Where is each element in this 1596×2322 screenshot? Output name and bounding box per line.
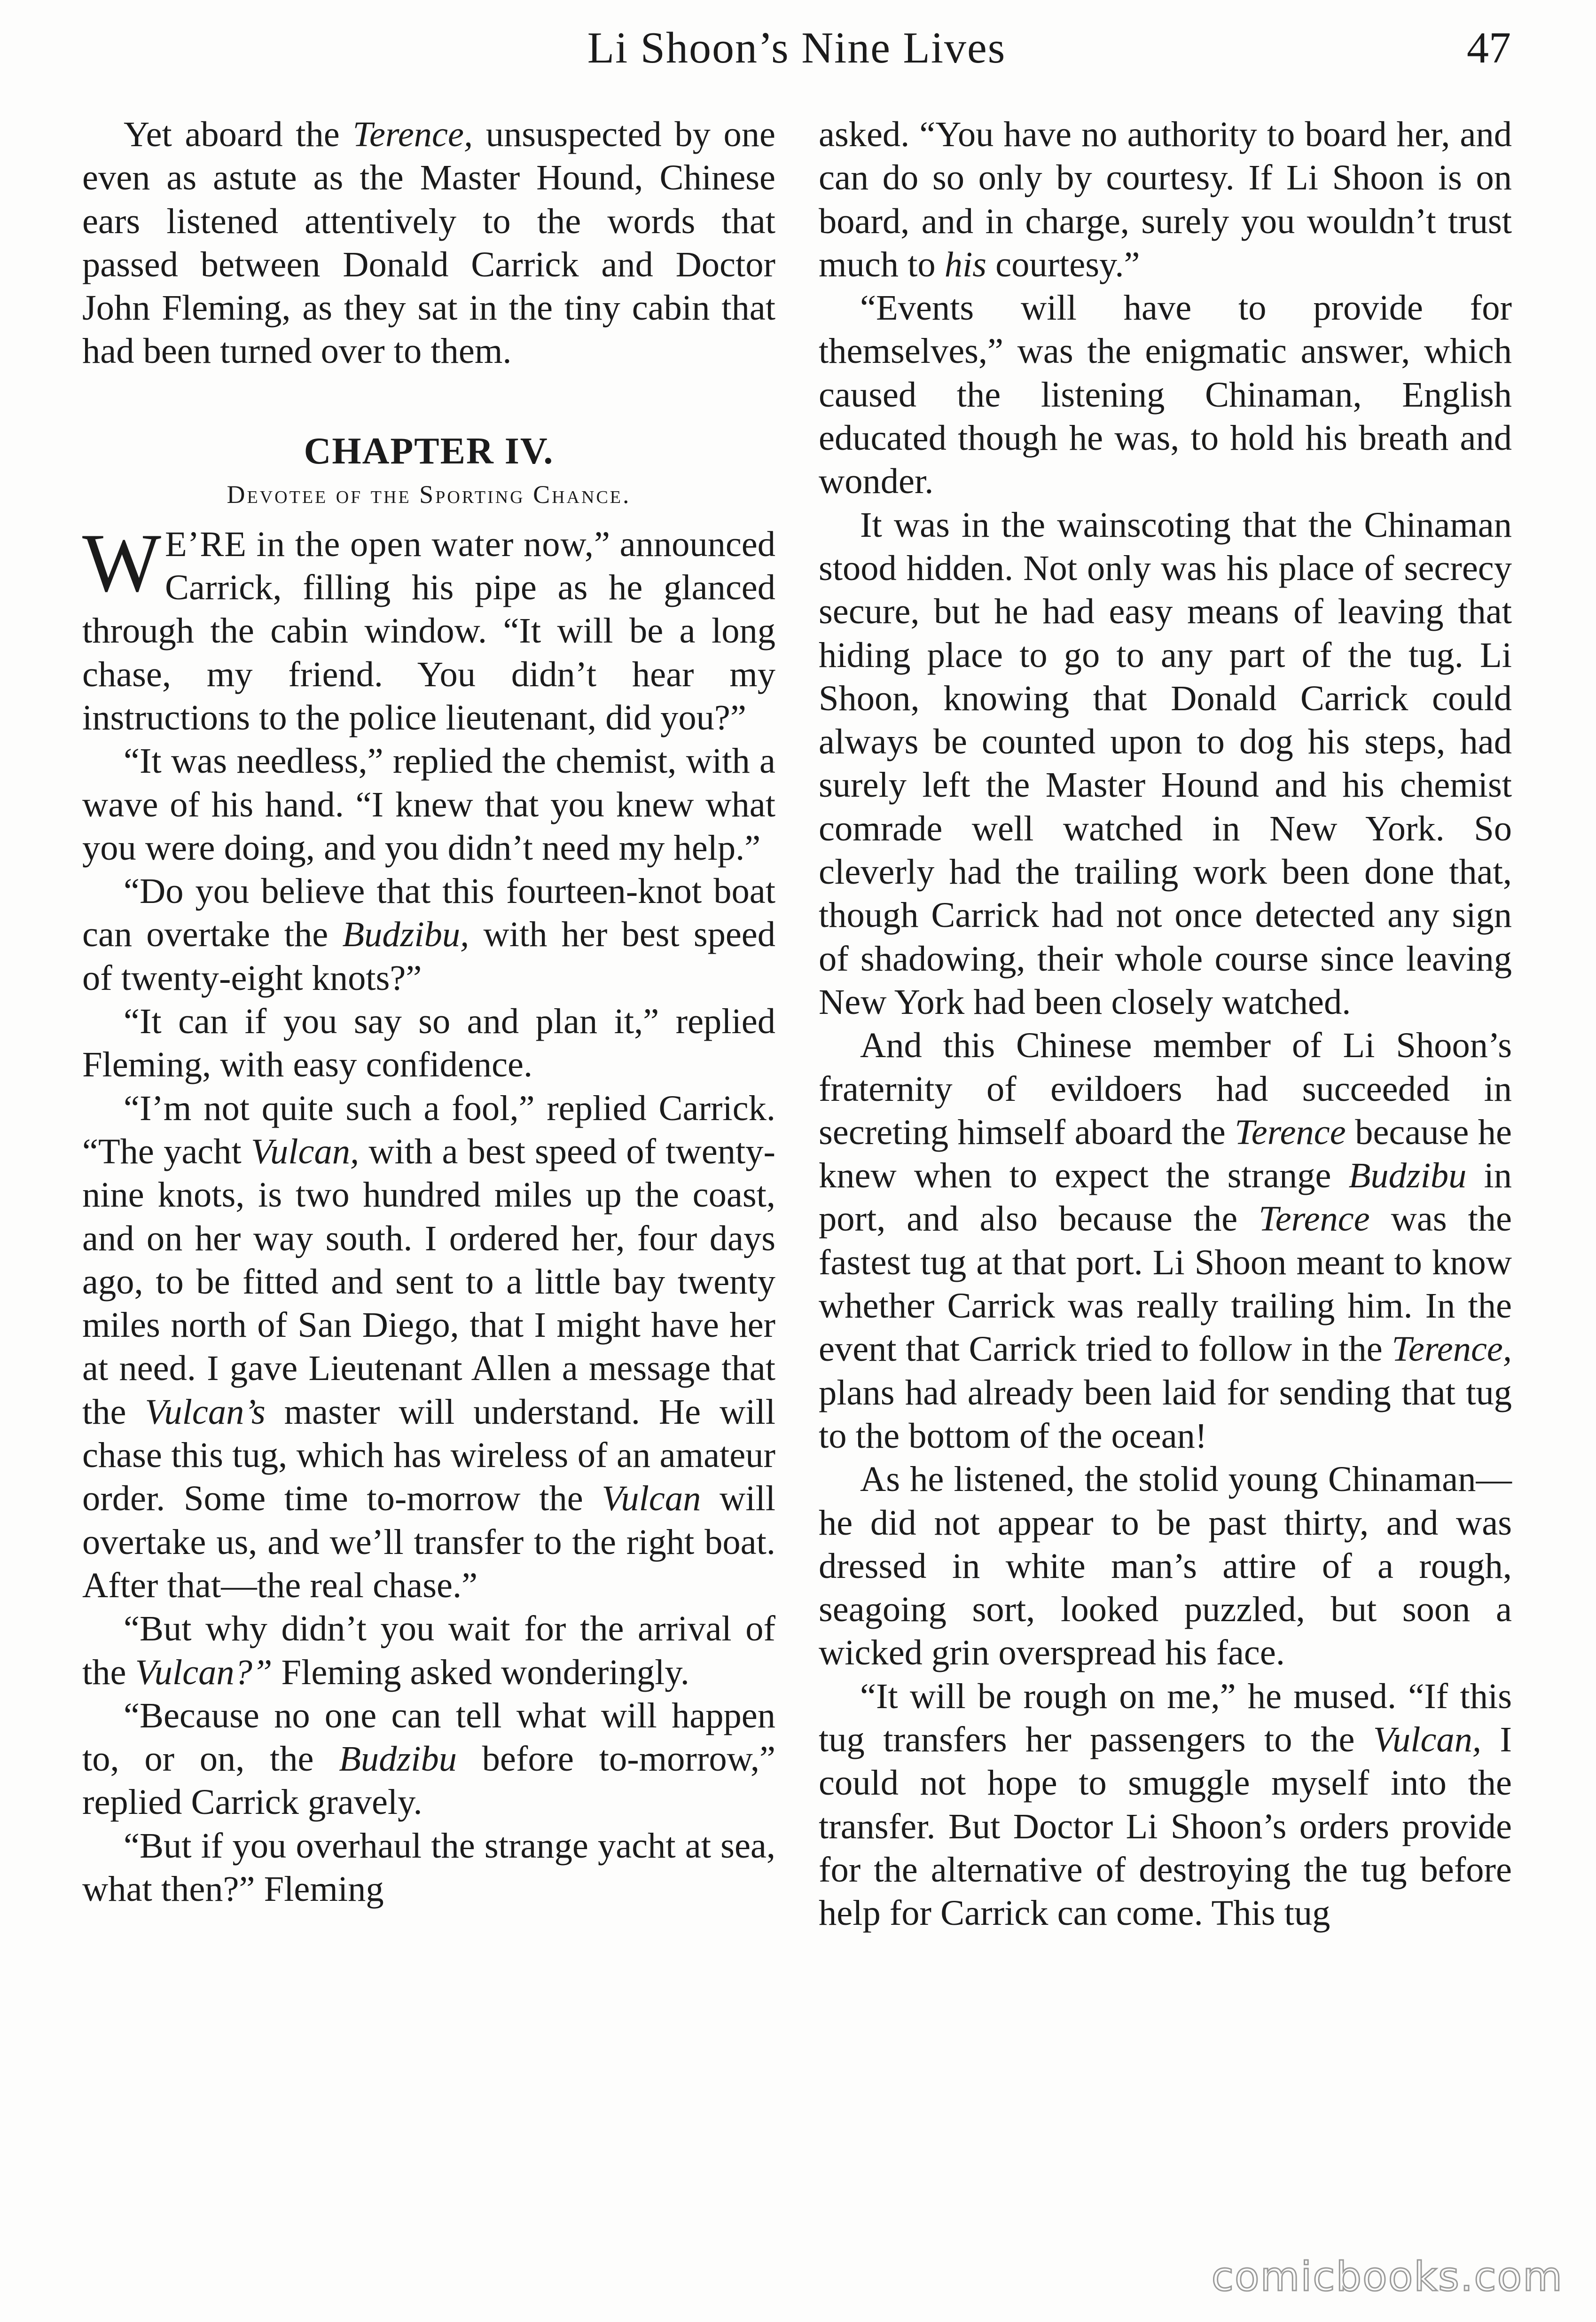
paragraph-continued: asked. “You have no authority to board her, and can do so only by courtesy. If Li Shoon is on board, and in charge, surely you wouldn’t trust much to his courtesy.” [819, 114, 1512, 284]
paragraph: “But if you overhaul the strange yacht at sea, what then?” Fleming [82, 1825, 775, 1909]
italic-text: Vulcan, [250, 1131, 360, 1171]
italic-text: Budzibu [339, 1739, 457, 1779]
italic-text: Terence, [352, 114, 473, 154]
italic-text: Budzibu [1348, 1155, 1467, 1196]
paragraph: “It was needless,” replied the chemist, with a wave of his hand. “I knew that you knew what you were doing, and you didn’t need my help.” [82, 741, 775, 868]
italic-text: Terence [1259, 1199, 1370, 1239]
italic-text: Terence, [1392, 1329, 1512, 1369]
page-header [82, 23, 1511, 84]
italic-text: Terence [1235, 1112, 1346, 1152]
running-title: Li Shoon’s Nine Lives [587, 24, 1006, 72]
right-column [819, 113, 1512, 1935]
paragraph: “It will be rough on me,” he mused. “If this tug transfers her passengers to the Vulcan, I could not hope to smuggle myself into the transfer. But Doctor Li Shoon’s orders provide for the alternative of destroying the tug before help for Carrick can come. This tug [819, 1676, 1512, 1933]
site-watermark: comicbooks.com [1211, 2253, 1563, 2300]
paragraph-with-dropcap [82, 516, 775, 739]
paragraph: “Do you believe that this fourteen-knot boat can overtake the Budzibu, with her best speed of twenty-eight knots?” [82, 871, 776, 998]
paragraph: Yet aboard the Terence, unsuspected by one even as astute as the Master Hound, Chinese ears listened attentively to the words that passed between Donald Carrick and Doctor John Fleming, as they sat in the tiny cabin that had been turned over to them. [82, 114, 775, 371]
paragraph: And this Chinese member of Li Shoon’s fraternity of evildoers had succeeded in secreting himself aboard the Terence because he knew when to expect the strange Budzibu in port, and also because the Terence was the fastest tug at that port. Li Shoon meant to know whether Carrick was really trailing him. In the event that Carrick tried to follow in the Terence, plans had already been laid for sending that tug to the bottom of the ocean! [819, 1025, 1512, 1456]
italic-text: Vulcan, [1373, 1719, 1482, 1759]
drop-cap-lead: E’RE in the open water now,” [165, 524, 610, 564]
paragraph: “I’m not quite such a fool,” replied Carrick. “The yacht Vulcan, with a best speed of twenty-nine knots, is two hundred miles up the coast, and on her way south. I ordered her, four days ago, to be fitted and sent to a little bay twenty miles north of San Diego, that I might have her at need. I gave Lieutenant Allen a message that the Vulcan’s master will understand. He will chase this tug, which has wireless of an amateur order. Some time to-morrow the Vulcan will overtake us, and we’ll transfer to the right boat. After that—the real chase.” [82, 1088, 776, 1605]
italic-text: Vulcan?” [135, 1652, 273, 1692]
italic-text: Vulcan’s [145, 1391, 266, 1432]
drop-cap: W [82, 516, 162, 609]
paragraph: As he listened, the stolid young Chinaman—he did not appear to be past thirty, and was dressed in white man’s attire of a rough, seagoing sort, looked puzzled, but soon a wicked grin overspread his face. [819, 1459, 1512, 1673]
italic-text: Vulcan [602, 1478, 701, 1519]
italic-text: his [944, 244, 986, 284]
page-number: 47 [1467, 24, 1511, 72]
paragraph-body: announced Carrick, filling his pipe as he glanced through the cabin window. “It will be a long chase, my friend. You didn’t hear my instructions to the police lieutenant, did you?” [82, 524, 775, 737]
chapter-heading: CHAPTER IV. [304, 430, 554, 472]
paragraph: “It can if you say so and plan it,” replied Fleming, with easy confidence. [82, 1001, 775, 1085]
italic-text: Budzibu, [342, 914, 469, 955]
paragraph: “But why didn’t you wait for the arrival of the Vulcan?” Fleming asked wonderingly. [82, 1608, 775, 1692]
chapter-subtitle: Devotee of the Sporting Chance. [227, 480, 631, 509]
left-column [82, 113, 775, 1911]
section-gap [82, 373, 775, 430]
paragraph: It was in the wainscoting that the Chinaman stood hidden. Not only was his place of secrecy secure, but he had easy means of leaving that hiding place to go to any part of the tug. Li Shoon, knowing that Donald Carrick could always be counted upon to dog his steps, had surely left the Master Hound and his chemist comrade well watched in New York. So cleverly had the trailing work been done that, though Carrick had not once detected any sign of shadowing, their whole course since leaving New York had been closely watched. [819, 504, 1512, 1022]
paragraph: “Because no one can tell what will happen to, or on, the Budzibu before to-morrow,” replied Carrick gravely. [82, 1695, 775, 1822]
paragraph: “Events will have to provide for themselves,” was the enigmatic answer, which caused the listening Chinaman, English educated though he was, to hold his breath and wonder. [819, 288, 1512, 502]
